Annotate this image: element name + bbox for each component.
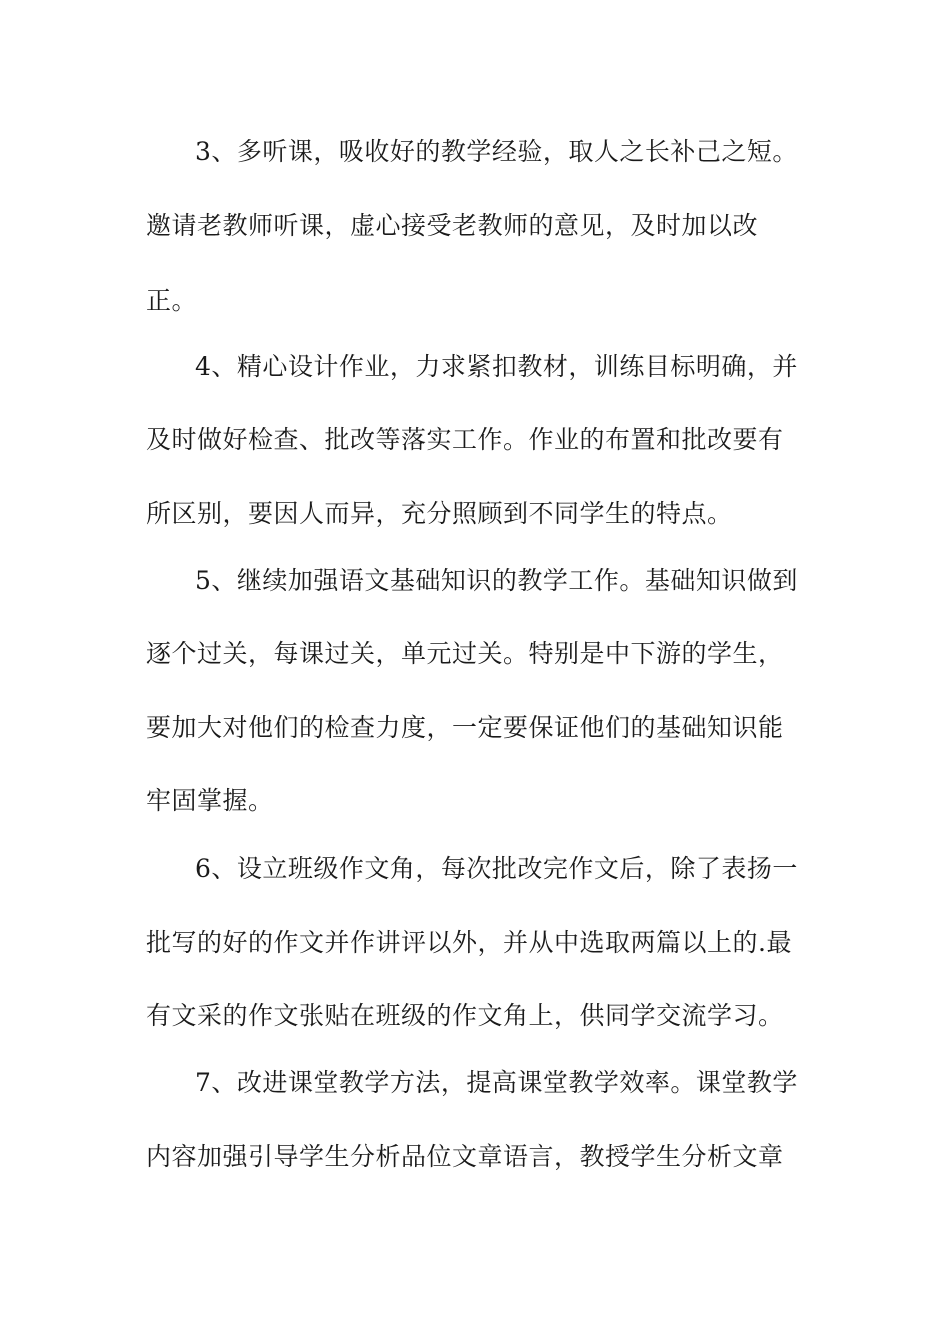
paragraph-7-line-1: 7、改进课堂教学方法，提高课堂教学效率。课堂教学 [195,1068,798,1097]
paragraph-6-line-2: 批写的好的作文并作讲评以外，并从中选取两篇以上的.最 [146,928,792,957]
paragraph-5-line-4: 牢固掌握。 [146,786,274,815]
paragraph-3-line-3: 正。 [146,286,198,315]
paragraph-6-line-3: 有文采的作文张贴在班级的作文角上，供同学交流学习。 [146,1001,784,1030]
paragraph-4-line-2: 及时做好检查、批改等落实工作。作业的布置和批改要有 [146,425,784,454]
paragraph-5-line-1: 5、继续加强语文基础知识的教学工作。基础知识做到 [195,566,798,595]
paragraph-3-line-2: 邀请老教师听课，虚心接受老教师的意见，及时加以改 [146,211,759,240]
paragraph-3-line-1: 3、多听课，吸收好的教学经验，取人之长补己之短。 [195,137,798,166]
paragraph-5-line-3: 要加大对他们的检查力度，一定要保证他们的基础知识能 [146,713,784,742]
paragraph-7-line-2: 内容加强引导学生分析品位文章语言，教授学生分析文章 [146,1142,784,1171]
paragraph-5-line-2: 逐个过关，每课过关，单元过关。特别是中下游的学生， [146,639,784,668]
paragraph-4-line-3: 所区别，要因人而异，充分照顾到不同学生的特点。 [146,499,733,528]
paragraph-6-line-1: 6、设立班级作文角，每次批改完作文后，除了表扬一 [195,854,798,883]
paragraph-4-line-1: 4、精心设计作业，力求紧扣教材，训练目标明确，并 [195,352,798,381]
